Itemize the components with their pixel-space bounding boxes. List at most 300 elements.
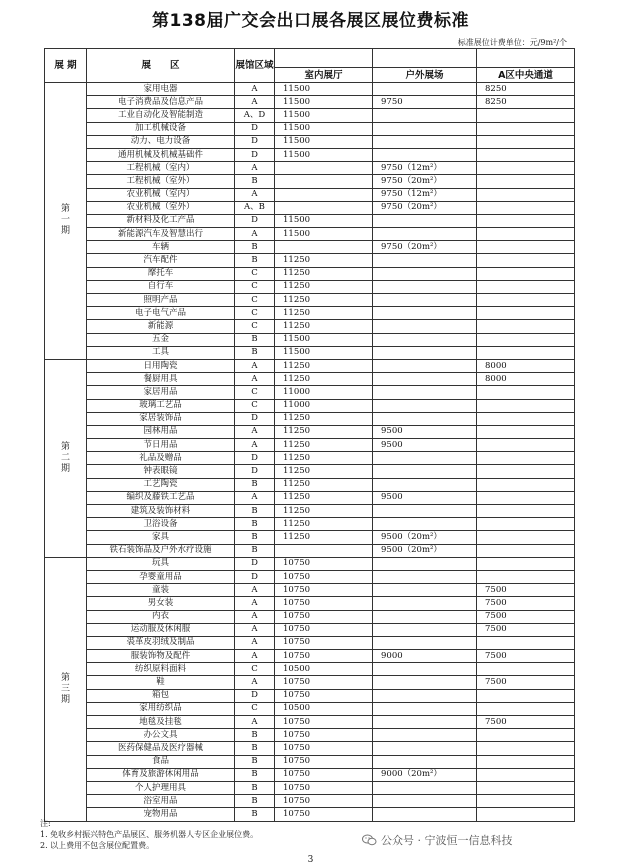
sector-cell: 自行车 (87, 280, 235, 293)
outdoor-fee-cell (373, 254, 477, 267)
outdoor-fee-cell (373, 373, 477, 386)
indoor-fee-cell: 10750 (275, 742, 373, 755)
sector-cell: 箱包 (87, 689, 235, 702)
corridor-fee-cell (477, 386, 575, 399)
corridor-fee-cell (477, 452, 575, 465)
corridor-fee-cell (477, 241, 575, 254)
table-row (45, 201, 575, 214)
outdoor-fee-cell (373, 795, 477, 808)
hall-cell: A (235, 439, 275, 452)
header-outdoor: 户外展场 (373, 68, 477, 83)
hall-cell: A、B (235, 201, 275, 214)
table-row (45, 267, 575, 280)
hall-cell: D (235, 465, 275, 478)
indoor-fee-cell: 10750 (275, 729, 373, 742)
hall-cell: B (235, 175, 275, 188)
sector-cell: 餐厨用具 (87, 373, 235, 386)
hall-cell: D (235, 148, 275, 161)
indoor-fee-cell: 11250 (275, 491, 373, 504)
sector-cell: 礼品及赠品 (87, 452, 235, 465)
outdoor-fee-cell (373, 689, 477, 702)
indoor-fee-cell: 10750 (275, 570, 373, 583)
corridor-fee-cell (477, 702, 575, 715)
sector-cell: 新能源 (87, 320, 235, 333)
sector-cell: 工业自动化及智能制造 (87, 109, 235, 122)
table-row (45, 399, 575, 412)
header-blank (373, 49, 477, 68)
corridor-fee-cell (477, 425, 575, 438)
period-char: 第 (60, 204, 70, 215)
period-label (45, 557, 87, 821)
hall-cell: B (235, 478, 275, 491)
period-char: 第 (60, 672, 70, 683)
hall-cell: A (235, 373, 275, 386)
outdoor-fee-cell (373, 228, 477, 241)
indoor-fee-cell: 10500 (275, 663, 373, 676)
sector-cell: 卫浴设备 (87, 518, 235, 531)
fee-table-body (45, 83, 575, 822)
hall-cell: A (235, 584, 275, 597)
corridor-fee-cell: 7500 (477, 623, 575, 636)
sector-cell: 节日用品 (87, 439, 235, 452)
hall-cell: B (235, 755, 275, 768)
corridor-fee-cell (477, 689, 575, 702)
table-row (45, 254, 575, 267)
indoor-fee-cell: 11250 (275, 478, 373, 491)
outdoor-fee-cell (373, 636, 477, 649)
sector-cell: 工程机械（室内） (87, 162, 235, 175)
table-row (45, 755, 575, 768)
outdoor-fee-cell (373, 148, 477, 161)
hall-cell: D (235, 412, 275, 425)
corridor-fee-cell: 8000 (477, 373, 575, 386)
hall-cell: B (235, 346, 275, 359)
indoor-fee-cell: 11500 (275, 333, 373, 346)
hall-cell: A (235, 676, 275, 689)
table-row (45, 359, 575, 372)
outdoor-fee-cell (373, 294, 477, 307)
corridor-fee-cell: 8000 (477, 359, 575, 372)
corridor-fee-cell (477, 768, 575, 781)
header-blank (275, 49, 373, 68)
indoor-fee-cell: 10750 (275, 781, 373, 794)
indoor-fee-cell: 11250 (275, 294, 373, 307)
note-item: 2. 以上费用不包含展位配置费。 (40, 841, 155, 850)
indoor-fee-cell: 11250 (275, 267, 373, 280)
table-row (45, 320, 575, 333)
table-row (45, 109, 575, 122)
hall-cell: C (235, 386, 275, 399)
indoor-fee-cell: 11500 (275, 109, 373, 122)
outdoor-fee-cell (373, 320, 477, 333)
table-row (45, 83, 575, 96)
hall-cell: A (235, 650, 275, 663)
indoor-fee-cell (275, 241, 373, 254)
indoor-fee-cell: 10750 (275, 795, 373, 808)
indoor-fee-cell: 11000 (275, 399, 373, 412)
table-row (45, 531, 575, 544)
table-row (45, 228, 575, 241)
hall-cell: B (235, 781, 275, 794)
sector-cell: 照明产品 (87, 294, 235, 307)
sector-cell: 内衣 (87, 610, 235, 623)
sector-cell: 食品 (87, 755, 235, 768)
hall-cell: C (235, 320, 275, 333)
indoor-fee-cell: 10750 (275, 676, 373, 689)
outdoor-fee-cell (373, 557, 477, 570)
sector-cell: 玩具 (87, 557, 235, 570)
table-row (45, 307, 575, 320)
header-period: 展 期 (45, 49, 87, 83)
corridor-fee-cell: 8250 (477, 96, 575, 109)
indoor-fee-cell: 11500 (275, 228, 373, 241)
sector-cell: 建筑及装饰材料 (87, 505, 235, 518)
hall-cell: C (235, 294, 275, 307)
hall-cell: A (235, 610, 275, 623)
corridor-fee-cell (477, 333, 575, 346)
indoor-fee-cell: 10750 (275, 610, 373, 623)
table-row (45, 478, 575, 491)
corridor-fee-cell (477, 531, 575, 544)
corridor-fee-cell (477, 346, 575, 359)
sector-cell: 浴室用品 (87, 795, 235, 808)
indoor-fee-cell: 11500 (275, 214, 373, 227)
sector-cell: 新材料及化工产品 (87, 214, 235, 227)
sector-cell: 摩托车 (87, 267, 235, 280)
sector-cell: 钟表眼镜 (87, 465, 235, 478)
corridor-fee-cell (477, 148, 575, 161)
sector-cell: 办公文具 (87, 729, 235, 742)
table-row (45, 148, 575, 161)
corridor-fee-cell (477, 201, 575, 214)
indoor-fee-cell: 10750 (275, 623, 373, 636)
corridor-fee-cell (477, 412, 575, 425)
table-row (45, 742, 575, 755)
outdoor-fee-cell: 9000（20m²） (373, 768, 477, 781)
sector-cell: 地毯及挂毯 (87, 716, 235, 729)
table-row (45, 412, 575, 425)
hall-cell: B (235, 505, 275, 518)
indoor-fee-cell: 11250 (275, 412, 373, 425)
corridor-fee-cell (477, 505, 575, 518)
sector-cell: 玻璃工艺品 (87, 399, 235, 412)
table-row (45, 294, 575, 307)
outdoor-fee-cell (373, 452, 477, 465)
corridor-fee-cell: 7500 (477, 650, 575, 663)
indoor-fee-cell: 10750 (275, 755, 373, 768)
table-row (45, 188, 575, 201)
sector-cell: 家居用品 (87, 386, 235, 399)
indoor-fee-cell: 11500 (275, 83, 373, 96)
indoor-fee-cell: 11250 (275, 425, 373, 438)
indoor-fee-cell: 11250 (275, 373, 373, 386)
indoor-fee-cell: 11250 (275, 320, 373, 333)
indoor-fee-cell: 11250 (275, 505, 373, 518)
watermark-text: 公众号 · 宁波恒一信息科技 (381, 834, 513, 847)
table-row (45, 518, 575, 531)
hall-cell: A (235, 83, 275, 96)
corridor-fee-cell: 8250 (477, 83, 575, 96)
page-number: 3 (307, 855, 314, 865)
header-sector: 展 区 (87, 49, 235, 83)
hall-cell: B (235, 768, 275, 781)
outdoor-fee-cell (373, 399, 477, 412)
corridor-fee-cell: 7500 (477, 716, 575, 729)
corridor-fee-cell (477, 729, 575, 742)
corridor-fee-cell: 7500 (477, 584, 575, 597)
table-row (45, 636, 575, 649)
outdoor-fee-cell (373, 280, 477, 293)
sector-cell: 家具 (87, 531, 235, 544)
sector-cell: 动力、电力设备 (87, 135, 235, 148)
indoor-fee-cell (275, 201, 373, 214)
sector-cell: 宠物用品 (87, 808, 235, 821)
table-row (45, 465, 575, 478)
outdoor-fee-cell (373, 505, 477, 518)
sector-cell: 农业机械（室外） (87, 201, 235, 214)
sector-cell: 五金 (87, 333, 235, 346)
hall-cell: B (235, 241, 275, 254)
table-row (45, 795, 575, 808)
period-char: 二 (60, 452, 70, 463)
period-char: 三 (60, 683, 70, 694)
indoor-fee-cell: 10750 (275, 636, 373, 649)
hall-cell: A (235, 636, 275, 649)
period-char: 期 (60, 226, 70, 237)
sector-cell: 裘革皮羽绒及制品 (87, 636, 235, 649)
hall-cell: D (235, 452, 275, 465)
sector-cell: 家用纺织品 (87, 702, 235, 715)
hall-cell: A (235, 623, 275, 636)
corridor-fee-cell (477, 109, 575, 122)
outdoor-fee-cell (373, 781, 477, 794)
table-row (45, 122, 575, 135)
hall-cell: C (235, 267, 275, 280)
indoor-fee-cell (275, 162, 373, 175)
table-row (45, 663, 575, 676)
indoor-fee-cell: 11500 (275, 122, 373, 135)
sector-cell: 通用机械及机械基础件 (87, 148, 235, 161)
outdoor-fee-cell (373, 109, 477, 122)
corridor-fee-cell (477, 294, 575, 307)
corridor-fee-cell (477, 280, 575, 293)
indoor-fee-cell: 11250 (275, 518, 373, 531)
corridor-fee-cell (477, 399, 575, 412)
sector-cell: 纺织原料面料 (87, 663, 235, 676)
outdoor-fee-cell (373, 83, 477, 96)
hall-cell: A (235, 491, 275, 504)
hall-cell: A (235, 359, 275, 372)
table-row (45, 425, 575, 438)
indoor-fee-cell: 10750 (275, 597, 373, 610)
table-row (45, 610, 575, 623)
table-row (45, 623, 575, 636)
outdoor-fee-cell (373, 584, 477, 597)
hall-cell: A (235, 188, 275, 201)
indoor-fee-cell (275, 175, 373, 188)
indoor-fee-cell: 11250 (275, 307, 373, 320)
hall-cell: A (235, 597, 275, 610)
hall-cell: B (235, 544, 275, 557)
corridor-fee-cell (477, 188, 575, 201)
corridor-fee-cell (477, 307, 575, 320)
outdoor-fee-cell: 9750（12m²） (373, 162, 477, 175)
sector-cell: 家用电器 (87, 83, 235, 96)
indoor-fee-cell: 11250 (275, 280, 373, 293)
corridor-fee-cell (477, 228, 575, 241)
sector-cell: 服装饰物及配件 (87, 650, 235, 663)
corridor-fee-cell (477, 755, 575, 768)
outdoor-fee-cell (373, 716, 477, 729)
indoor-fee-cell: 10750 (275, 557, 373, 570)
header-indoor: 室内展厅 (275, 68, 373, 83)
corridor-fee-cell (477, 478, 575, 491)
sector-cell: 男女装 (87, 597, 235, 610)
outdoor-fee-cell (373, 465, 477, 478)
sector-cell: 家居装饰品 (87, 412, 235, 425)
period-char: 期 (60, 463, 70, 474)
table-row (45, 491, 575, 504)
outdoor-fee-cell (373, 386, 477, 399)
hall-cell: D (235, 570, 275, 583)
wechat-icon (362, 834, 377, 846)
outdoor-fee-cell (373, 359, 477, 372)
outdoor-fee-cell (373, 755, 477, 768)
outdoor-fee-cell (373, 333, 477, 346)
indoor-fee-cell: 10750 (275, 650, 373, 663)
hall-cell: B (235, 518, 275, 531)
hall-cell: D (235, 135, 275, 148)
outdoor-fee-cell: 9750 (373, 96, 477, 109)
hall-cell: C (235, 663, 275, 676)
note-item: 1. 免收乡村振兴特色产品展区、服务机器人专区企业展位费。 (40, 830, 259, 839)
outdoor-fee-cell: 9500 (373, 425, 477, 438)
hall-cell: B (235, 254, 275, 267)
sector-cell: 农业机械（室内） (87, 188, 235, 201)
outdoor-fee-cell: 9500 (373, 439, 477, 452)
corridor-fee-cell: 7500 (477, 676, 575, 689)
outdoor-fee-cell (373, 676, 477, 689)
outdoor-fee-cell (373, 346, 477, 359)
hall-cell: C (235, 399, 275, 412)
indoor-fee-cell: 10750 (275, 808, 373, 821)
corridor-fee-cell: 7500 (477, 597, 575, 610)
header-hall: 展馆区域 (235, 49, 275, 83)
sector-cell: 日用陶瓷 (87, 359, 235, 372)
table-row (45, 650, 575, 663)
unit-note: 标准展位计费单位：元/9m²/个 (457, 38, 567, 47)
hall-cell: B (235, 742, 275, 755)
sector-cell: 孕婴童用品 (87, 570, 235, 583)
table-row (45, 386, 575, 399)
outdoor-fee-cell (373, 570, 477, 583)
table-row (45, 135, 575, 148)
corridor-fee-cell (477, 267, 575, 280)
indoor-fee-cell: 11250 (275, 465, 373, 478)
corridor-fee-cell (477, 742, 575, 755)
table-row (45, 452, 575, 465)
corridor-fee-cell: 7500 (477, 610, 575, 623)
hall-cell: B (235, 795, 275, 808)
sector-cell: 体育及旅游休闲用品 (87, 768, 235, 781)
sector-cell: 工具 (87, 346, 235, 359)
table-row (45, 584, 575, 597)
corridor-fee-cell (477, 465, 575, 478)
outdoor-fee-cell (373, 412, 477, 425)
indoor-fee-cell: 11250 (275, 254, 373, 267)
corridor-fee-cell (477, 636, 575, 649)
indoor-fee-cell: 10750 (275, 584, 373, 597)
sector-cell: 鞋 (87, 676, 235, 689)
outdoor-fee-cell (373, 729, 477, 742)
fee-table (44, 48, 575, 822)
corridor-fee-cell (477, 162, 575, 175)
table-row (45, 676, 575, 689)
indoor-fee-cell: 11500 (275, 135, 373, 148)
hall-cell: B (235, 808, 275, 821)
page-title: 第138届广交会出口展各展区展位费标准 (152, 11, 469, 31)
header-corridor: A区中央通道 (477, 68, 575, 83)
watermark (362, 832, 513, 848)
table-row (45, 768, 575, 781)
corridor-fee-cell (477, 557, 575, 570)
corridor-fee-cell (477, 175, 575, 188)
outdoor-fee-cell (373, 663, 477, 676)
outdoor-fee-cell: 9000 (373, 650, 477, 663)
table-row (45, 702, 575, 715)
outdoor-fee-cell: 9750（12m²） (373, 188, 477, 201)
corridor-fee-cell (477, 781, 575, 794)
hall-cell: A (235, 162, 275, 175)
corridor-fee-cell (477, 663, 575, 676)
period-char: 一 (60, 215, 70, 226)
outdoor-fee-cell (373, 307, 477, 320)
table-row (45, 781, 575, 794)
outdoor-fee-cell: 9750（20m²） (373, 175, 477, 188)
hall-cell: D (235, 122, 275, 135)
sector-cell: 新能源汽车及智慧出行 (87, 228, 235, 241)
sector-cell: 工程机械（室外） (87, 175, 235, 188)
table-row (45, 96, 575, 109)
table-row (45, 333, 575, 346)
hall-cell: A (235, 228, 275, 241)
sector-cell: 加工机械设备 (87, 122, 235, 135)
indoor-fee-cell (275, 188, 373, 201)
table-row (45, 241, 575, 254)
hall-cell: A、D (235, 109, 275, 122)
corridor-fee-cell (477, 795, 575, 808)
table-row (45, 557, 575, 570)
table-row (45, 505, 575, 518)
table-row (45, 689, 575, 702)
table-row (45, 280, 575, 293)
sector-cell: 铁石装饰品及户外水疗设施 (87, 544, 235, 557)
outdoor-fee-cell (373, 214, 477, 227)
corridor-fee-cell (477, 135, 575, 148)
outdoor-fee-cell (373, 478, 477, 491)
outdoor-fee-cell (373, 135, 477, 148)
table-row (45, 373, 575, 386)
outdoor-fee-cell (373, 267, 477, 280)
outdoor-fee-cell (373, 597, 477, 610)
corridor-fee-cell (477, 254, 575, 267)
indoor-fee-cell: 10500 (275, 702, 373, 715)
outdoor-fee-cell (373, 742, 477, 755)
indoor-fee-cell (275, 544, 373, 557)
table-row (45, 439, 575, 452)
table-row (45, 570, 575, 583)
indoor-fee-cell: 10750 (275, 689, 373, 702)
